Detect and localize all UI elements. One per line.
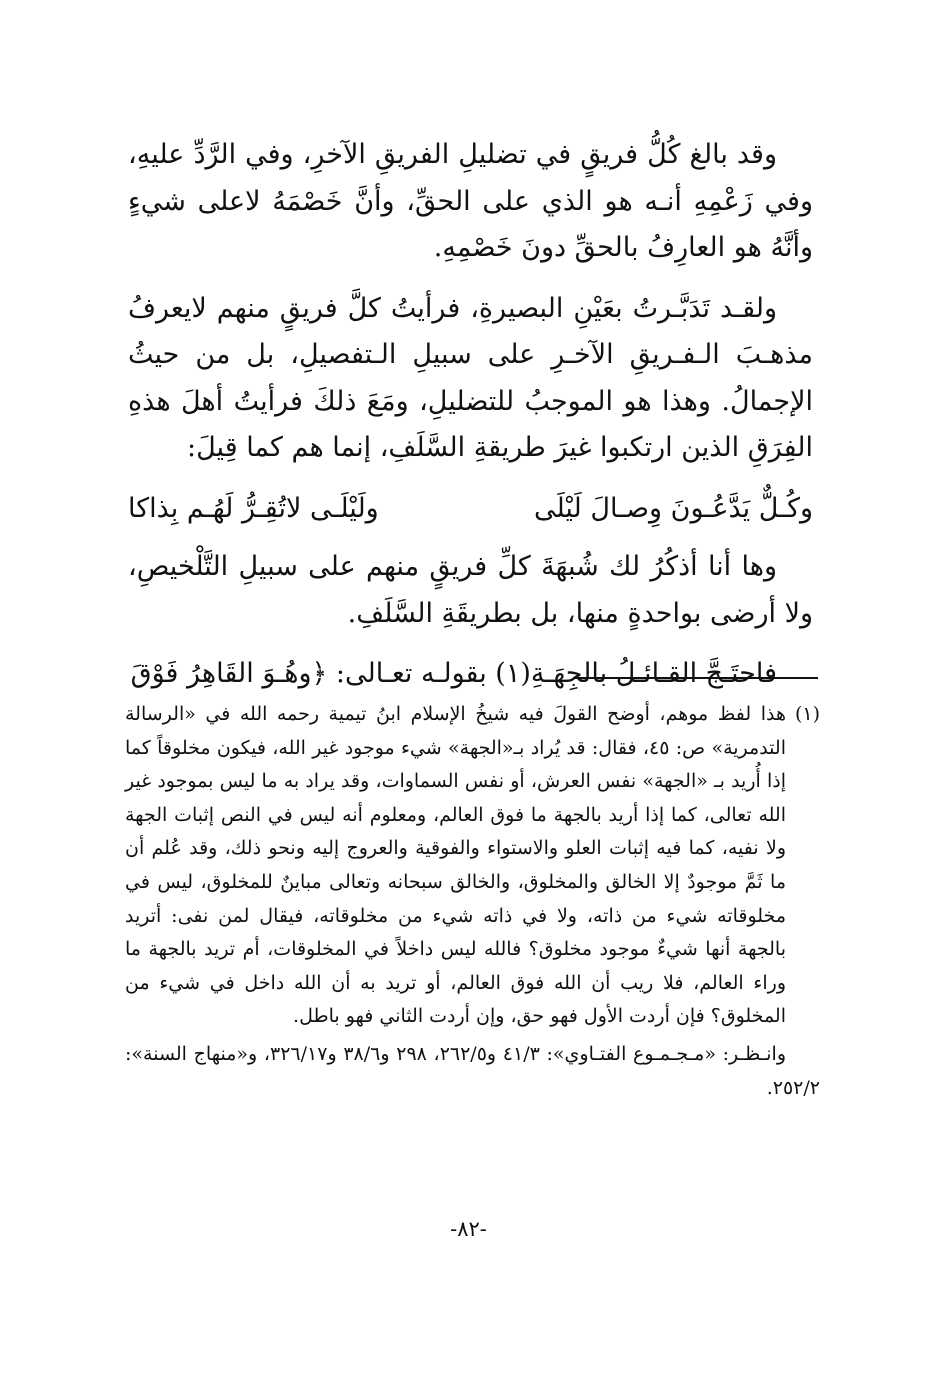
footnote-1-references: وانـظـر: «مـجـمـوع الفتـاوي»: ٤١/٣ و٢٦٢/٥، ٢٩٨ و٣٨/٦ و٣٢٦/١٧، و«منهاج السنة»: ٢٥٢/٢.	[125, 1042, 820, 1099]
paragraph-3: وها أنا أذكُرُ لك شُبهَةَ كلِّ فريقٍ منهم على سبيلِ التَّلْخيصِ، ولا أرضى بواحدةٍ منها، بل بطريقَةِ السَّلَفِ.	[128, 551, 813, 629]
verse-second-hemistich: ولَيْلَـى لاتُقِـرُّ لَهُـم بِذاكا	[128, 492, 379, 524]
footnote-1-number: (١)	[794, 703, 820, 725]
verse-first-hemistich: وكُـلٌّ يَدَّعُـونَ وِصـالَ لَيْلَى	[533, 492, 813, 524]
poetry-verse	[128, 486, 813, 533]
footnote-1-text: هذا لفظ موهم، أوضح القولَ فيه شيخُ الإسلام ابنُ تيمية رحمه الله في «الرسالة التدمرية» ص: ٤٥، فقال: قد يُراد بـ«الجهة» شيء موجود غير الله، فيكون مخلوقاً كما إذا أُريد بـ «الجهة» نفس العرش، أو نفس السماوات، وقد يراد به ما ليس بموجود غير الله تعالى، كما إذا أريد بالجهة ما فوق العالم، ومعلوم أنه ليس في النص إثبات الجهة ولا نفيه، كما فيه إثبات العلو والاستواء والفوقية والعروج إليه ونحو ذلك، وقد عُلم أن ما ثَمَّ موجودٌ إلا الخالق والمخلوق، والخالق سبحانه وتعالى مباينٌ للمخلوق، ليس في مخلوقاته شيء من ذاته، ولا في ذاته شيء من مخلوقاته، فيقال لمن نفى: أتريد بالجهة أنها شيءٌ موجود مخلوق؟ فالله ليس داخلاً في المخلوقات، أم تريد بالجهة ما وراء العالم، فلا ريب أن الله فوق العالم، أو تريد به أن الله داخل في شيء من المخلوق؟ فإن أردت الأول فهو حق، وإن أردت الثاني فهو باطل.	[125, 703, 786, 1028]
page-number: -٨٢-	[450, 1217, 487, 1241]
paragraph-4: فاحتَـجَّ القـائـلُ بالجِهَـةِ(١) بقولـه تعـالى: ﴿وهُـوَ القَاهِرُ فَوْقَ	[130, 658, 777, 689]
paragraph-2: ولقـد تَدَبَّـرتُ بعَيْنِ البصيرةِ، فرأيتُ كلَّ فريقٍ منهم لايعرفُ مذهـبَ الـفـريقِ الآخـرِ على سبيلِ الـتفصيلِ، بل من حيثُ الإجمالُ. وهذا هو الموجبُ للتضليلِ، ومَعَ ذلكَ فرأيتُ أهلَ هذهِ الفِرَقِ الذين ارتكبوا غيرَ طريقةِ السَّلَفِ، إنما هم كما قِيلَ:	[128, 292, 813, 463]
footnote-1	[125, 698, 820, 1034]
footnotes	[125, 698, 820, 1105]
main-text	[128, 132, 813, 712]
footnote-separator	[573, 677, 818, 679]
paragraph-1: وقد بالغ كُلُّ فريقٍ في تضليلِ الفريقِ الآخرِ، وفي الرَّدِّ عليهِ، وفي زَعْمِهِ أنـه هو الذي على الحقِّ، وأنَّ خَصْمَهُ لاعلى شيءٍ وأنَّهُ هو العارِفُ بالحقِّ دونَ خَصْمِهِ.	[128, 139, 813, 263]
